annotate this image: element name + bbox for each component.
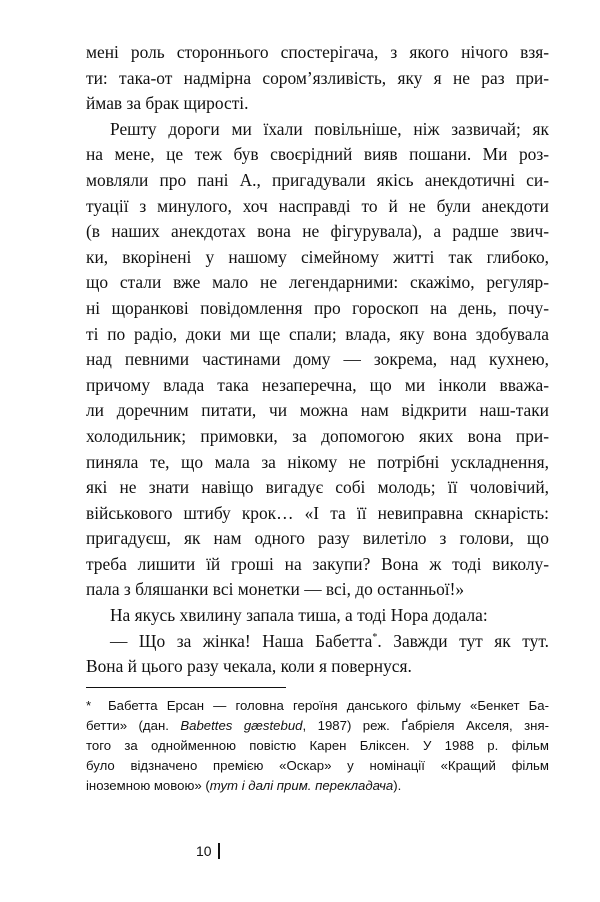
- text-line: над певними частинами дому — зокрема, над кухнею,: [86, 349, 549, 370]
- footnote-reference[interactable]: *: [372, 631, 378, 643]
- text-line: холодильник; примовки, за допомогою яких вона при-: [86, 425, 549, 446]
- footnote-text: Бабетта Ерсан — головна героїня данського фільму «Бенкет Ба-: [108, 698, 549, 713]
- dialogue-line: [86, 629, 549, 655]
- dialogue-text: . Завжди тут як тут.: [377, 630, 549, 651]
- text-line: ти: така-от надмірна сором’язливість, яку я не раз при-: [86, 67, 549, 88]
- page-number: 10: [196, 843, 212, 859]
- text-line: Вона й цього разу чекала, коли я повернуся.: [86, 656, 412, 677]
- footnote-text: , 1987) реж. Ґабріеля Акселя, зня-: [302, 717, 549, 733]
- text-line: мовляли про пані А., пригадували якісь анекдотичні си-: [86, 169, 549, 190]
- film-original-title: Babettes gæstebud: [180, 717, 303, 733]
- footnote-line: [86, 716, 549, 736]
- text-line: туації з минулого, хоч насправді то й не були анекдоти: [86, 195, 549, 216]
- dialogue-text: — Що за жінка! Наша Бабетта: [110, 630, 373, 651]
- footnote-text: бетти» (дан.: [86, 717, 181, 733]
- footnote-line: [86, 776, 549, 796]
- text-line: ки, вкорінені у нашому сімейному житті так глибоко,: [86, 246, 549, 267]
- footnote-line: [86, 696, 549, 716]
- text-line: мені роль стороннього спостерігача, з якого нічого взя-: [86, 42, 549, 62]
- text-line: військового штибу крок… «І та її невиправна скнарість:: [86, 502, 549, 523]
- text-line: пиняла те, що мала за нікому не потрібні ускладнення,: [86, 451, 549, 472]
- text-line: що стали вже мало не легендарними: скажімо, регуляр-: [86, 272, 549, 293]
- footnote: [86, 696, 549, 796]
- paragraph-start-line: На якусь хвилину запала тиша, а тоді Нора додала:: [110, 605, 488, 626]
- footnote-line: було відзначено премією «Оскар» у номінації «Кращий фільм: [86, 757, 549, 773]
- text-line: ні щоранкові повідомлення про гороскоп на день, почу-: [86, 297, 549, 318]
- paragraph-start-line: Решту дороги ми їхали повільніше, ніж зазвичай; як: [110, 118, 549, 139]
- text-line: пригадуєш, як нам одного разу вилетіло з голови, що: [86, 528, 549, 549]
- text-line: ті по радіо, доки ми ще спали; влада, яку вона здобувала: [86, 323, 549, 344]
- footnote-marker: *: [86, 698, 92, 713]
- text-line: треба лишити їй гроші на закупи? Вона ж тоді виколу-: [86, 553, 549, 574]
- footnote-text: іноземною мовою» (: [86, 777, 210, 793]
- text-line: пала з бляшанки всі монетки — всі, до останньої!»: [86, 579, 465, 600]
- footnote-text: ).: [393, 777, 402, 793]
- text-line: ймав за брак щирості.: [86, 93, 249, 114]
- text-line: (в наших анекдотах вона не фігурувала), а радше звич-: [86, 221, 549, 242]
- text-line: причому влада така незаперечна, що ми інколи вважа-: [86, 374, 549, 395]
- text-line: ли доречним питати, чи можна нам відкрити наш-таки: [86, 400, 549, 421]
- footnote-separator: [86, 687, 286, 688]
- footnote-line: того за однойменною повістю Карен Бліксен. У 1988 р. фільм: [86, 737, 549, 753]
- text-line: на мене, це теж був своєрідний вияв пошани. Ми роз-: [86, 144, 549, 165]
- page-number-divider: [218, 843, 220, 859]
- text-line: які не знати навіщо вигадує собі молодь; її чоловічий,: [86, 477, 549, 498]
- body-text: [86, 40, 549, 680]
- translator-note: тут і далі прим. перекладача: [209, 777, 394, 793]
